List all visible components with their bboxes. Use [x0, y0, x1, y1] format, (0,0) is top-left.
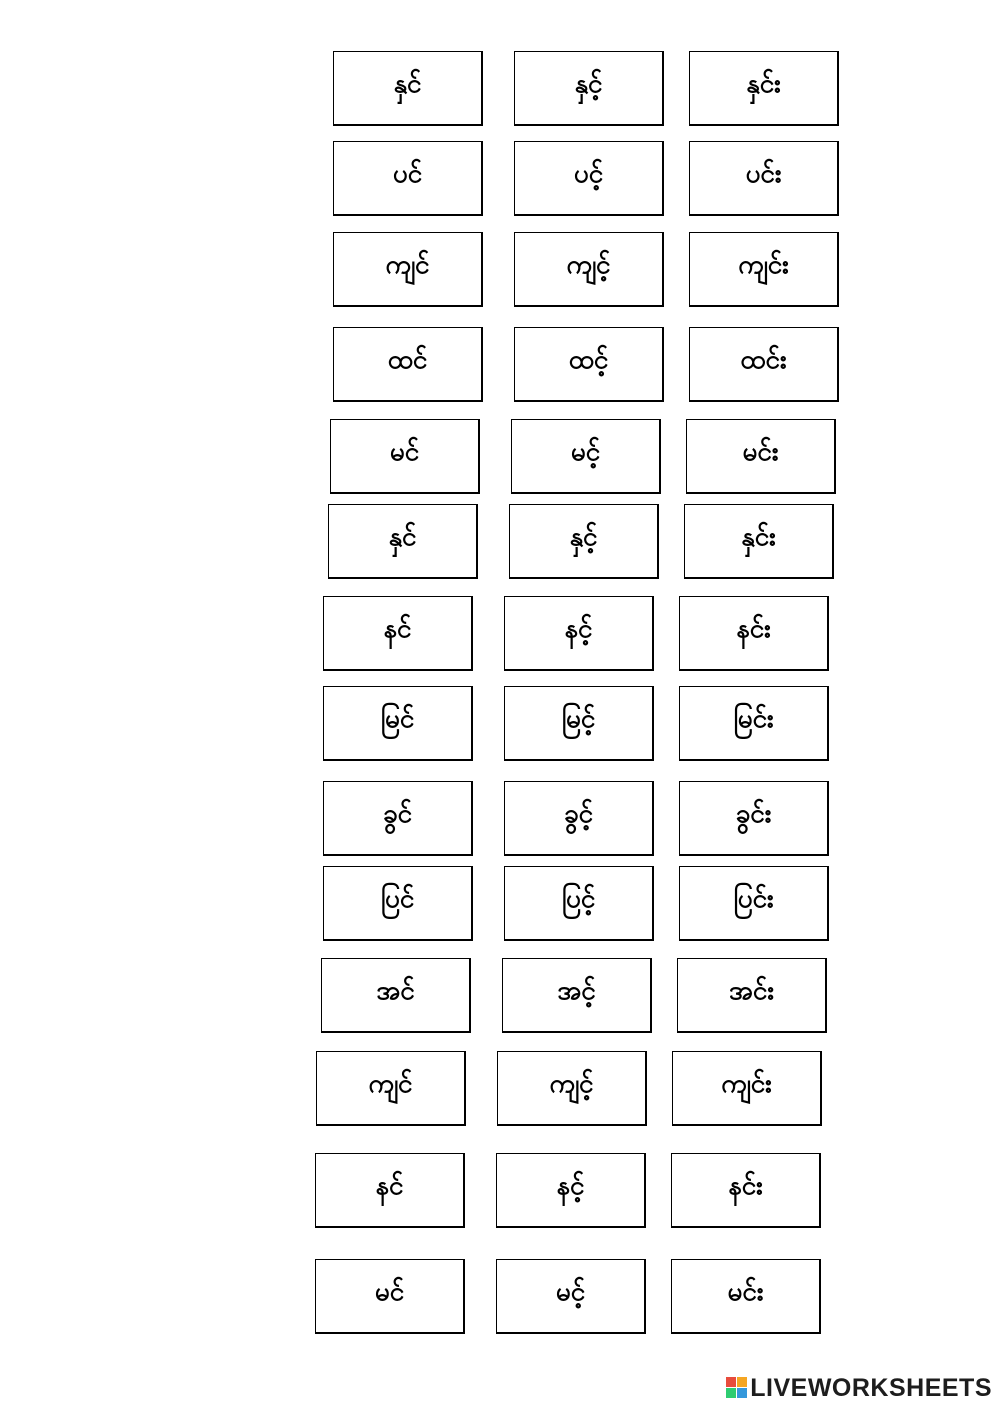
syllable-card[interactable]: [679, 686, 829, 761]
syllable-text: ပင့်: [573, 159, 604, 189]
syllable-text: နင်: [375, 1171, 404, 1201]
syllable-card[interactable]: [496, 1153, 646, 1228]
syllable-text: ပြင့်: [561, 884, 596, 914]
syllable-text: နှင်း: [746, 69, 781, 99]
syllable-card[interactable]: [511, 419, 661, 494]
syllable-text: ခွင့်: [563, 799, 594, 829]
syllable-card[interactable]: [679, 596, 829, 671]
syllable-text: မင်: [389, 437, 420, 467]
syllable-text: ပင်း: [745, 159, 782, 189]
syllable-card[interactable]: [504, 866, 654, 941]
syllable-text: မင့်: [555, 1277, 586, 1307]
syllable-card[interactable]: [504, 596, 654, 671]
syllable-card[interactable]: [504, 686, 654, 761]
syllable-card[interactable]: [321, 958, 471, 1033]
syllable-text: အင်း: [729, 976, 774, 1006]
syllable-text: ပင်: [392, 159, 423, 189]
liveworksheets-logo-icon: [726, 1377, 748, 1399]
syllable-text: ခွင်: [382, 799, 413, 829]
syllable-card[interactable]: [689, 51, 839, 126]
syllable-text: မင့်: [570, 437, 601, 467]
syllable-text: ထင်: [387, 345, 428, 375]
syllable-text: ကျင့်: [549, 1069, 594, 1099]
syllable-text: အင်: [376, 976, 415, 1006]
syllable-card[interactable]: [672, 1051, 822, 1126]
syllable-card[interactable]: [679, 866, 829, 941]
syllable-card[interactable]: [679, 781, 829, 856]
syllable-text: ကျင်း: [738, 250, 789, 280]
syllable-text: နင်း: [728, 1171, 763, 1201]
syllable-card[interactable]: [333, 51, 483, 126]
syllable-text: ကျင်: [368, 1069, 413, 1099]
syllable-text: နှင့်: [574, 69, 603, 99]
syllable-text: နင်: [383, 614, 412, 644]
syllable-text: ထင်း: [740, 345, 787, 375]
syllable-card[interactable]: [323, 686, 473, 761]
syllable-card[interactable]: [323, 866, 473, 941]
syllable-text: နှင်: [388, 522, 417, 552]
liveworksheets-logo-text: LIVEWORKSHEETS: [750, 1373, 992, 1402]
syllable-text: ကျင်: [385, 250, 430, 280]
syllable-card[interactable]: [686, 419, 836, 494]
syllable-text: နင်း: [736, 614, 771, 644]
syllable-card[interactable]: [514, 141, 664, 216]
syllable-text: မင်း: [727, 1277, 764, 1307]
syllable-card[interactable]: [671, 1259, 821, 1334]
syllable-card[interactable]: [509, 504, 659, 579]
syllable-text: ကျင့်: [566, 250, 611, 280]
syllable-card[interactable]: [502, 958, 652, 1033]
syllable-card[interactable]: [689, 232, 839, 307]
syllable-card[interactable]: [330, 419, 480, 494]
syllable-card[interactable]: [316, 1051, 466, 1126]
syllable-card[interactable]: [496, 1259, 646, 1334]
syllable-card[interactable]: [684, 504, 834, 579]
syllable-card[interactable]: [514, 232, 664, 307]
syllable-text: နှင့်: [569, 522, 598, 552]
syllable-text: နင့်: [556, 1171, 585, 1201]
syllable-text: အင့်: [557, 976, 596, 1006]
syllable-card[interactable]: [689, 141, 839, 216]
syllable-card[interactable]: [504, 781, 654, 856]
syllable-card[interactable]: [315, 1259, 465, 1334]
syllable-card[interactable]: [677, 958, 827, 1033]
syllable-text: မင်း: [742, 437, 779, 467]
syllable-card[interactable]: [514, 51, 664, 126]
syllable-card[interactable]: [333, 141, 483, 216]
syllable-text: ကျင်း: [721, 1069, 772, 1099]
syllable-card[interactable]: [323, 781, 473, 856]
syllable-card[interactable]: [689, 327, 839, 402]
syllable-text: ပြင်း: [733, 884, 774, 914]
syllable-text: နှင်း: [741, 522, 776, 552]
syllable-text: နှင်: [393, 69, 422, 99]
syllable-text: ခွင်း: [735, 799, 772, 829]
syllable-text: မြင့်: [561, 704, 596, 734]
liveworksheets-logo: [726, 1375, 992, 1401]
syllable-text: မြင်: [380, 704, 415, 734]
syllable-text: ပြင်: [380, 884, 415, 914]
syllable-card[interactable]: [514, 327, 664, 402]
syllable-card[interactable]: [333, 327, 483, 402]
syllable-card[interactable]: [328, 504, 478, 579]
syllable-text: ထင့်: [568, 345, 609, 375]
syllable-card[interactable]: [333, 232, 483, 307]
syllable-card[interactable]: [497, 1051, 647, 1126]
syllable-text: မင်: [374, 1277, 405, 1307]
syllable-text: မြင်း: [733, 704, 774, 734]
syllable-card[interactable]: [671, 1153, 821, 1228]
syllable-card[interactable]: [315, 1153, 465, 1228]
syllable-card[interactable]: [323, 596, 473, 671]
syllable-text: နင့်: [564, 614, 593, 644]
